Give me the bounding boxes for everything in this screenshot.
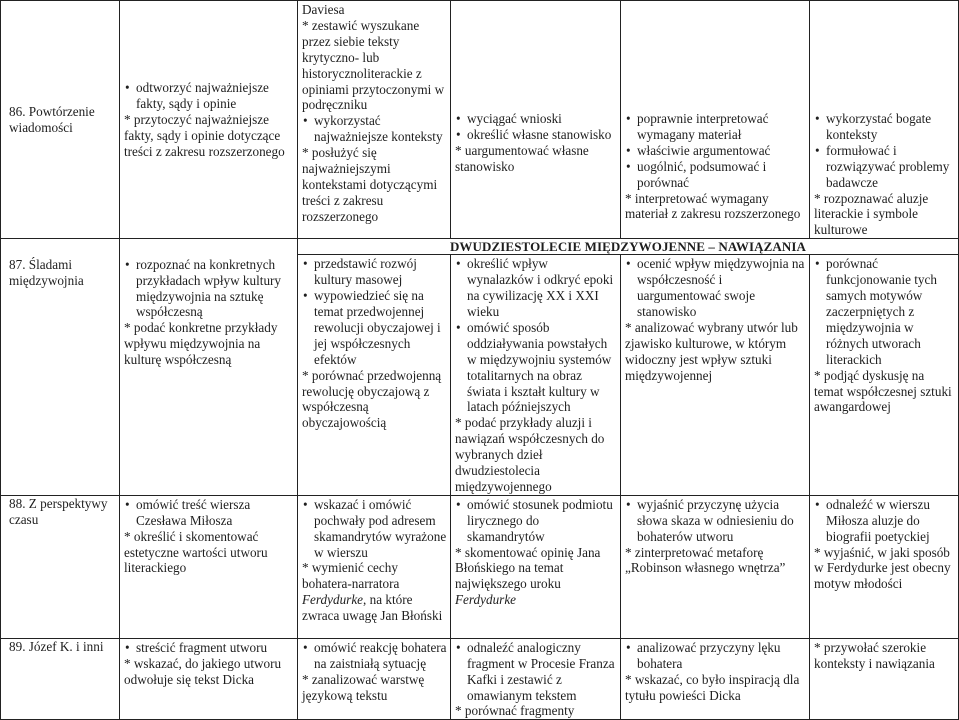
list-item: • ocenić wpływ międzywojnia na współczesność i uargumentować swoje stanowisko (625, 256, 806, 320)
era-header: DWUDZIESTOLECIE MIĘDZYWOJENNE – NAWIĄZANIA (298, 239, 959, 255)
list-item: * skomentować opinię Jana Błońskiego na temat największego uroku (455, 544, 601, 592)
requirements-cell (120, 1, 298, 239)
list-item: * przytoczyć najważniejsze fakty, sądy i opinie dotyczące treści z zakresu rozszerzonego (124, 112, 285, 159)
list-item: * podjąć dyskusję na temat współczesnej sztuki awangardowej (814, 367, 952, 415)
list-item: * analizować wybrany utwór lub zjawisko kulturowe, w którym widoczny jest wpływ sztuki międzywojennej (625, 319, 798, 383)
list-item: • określić wpływ wynalazków i odkryć epoki na cywilizację XX i XXI wieku (455, 256, 617, 320)
list-item: • wyjaśnić przyczynę użycia słowa skaza w odniesieniu do bohaterów utworu (625, 497, 806, 545)
requirements-cell (120, 638, 298, 720)
list-item: * podać przykłady aluzji i nawiązań współczesnych do wybranych dzieł dwudziestolecia międzywojennego (455, 415, 605, 494)
list-item: • poprawnie interpretować wymagany materiał (625, 111, 806, 143)
novel-title: Ferdydurke (455, 592, 517, 608)
list-item: * wskazać, do jakiego utworu odwołuje się tekst Dicka (124, 655, 282, 687)
topic-cell (1, 638, 120, 720)
list-item: • odnaleźć analogiczny fragment w Procesie Franza Kafki i zestawić z omawianym tekstem (455, 640, 617, 704)
list-item: • formułować i rozwiązywać problemy badawcze (814, 143, 955, 191)
list-item: • wskazać i omówić pochwały pod adresem skamandrytów wyrażone w wierszu (302, 497, 447, 561)
list-item-text: , na które zwraca uwagę Jan Błoński (302, 592, 443, 624)
topic-cell (1, 255, 120, 496)
requirements-cell (120, 495, 298, 638)
topic-label: 87. Śladami międzywojnia (9, 256, 84, 288)
requirements-cell (298, 1, 451, 239)
list-item: • omówić treść wiersza Czesława Miłosza (124, 497, 294, 529)
topic-cell (1, 495, 120, 638)
requirements-cell (120, 255, 298, 496)
requirements-cell (810, 638, 959, 720)
topic-label: 86. Powtórzenie wiadomości (9, 103, 95, 135)
requirements-cell (298, 255, 451, 496)
list-item: • rozpoznać na konkretnych przykładach wpływ kultury międzywojnia na sztukę współczesną (124, 257, 294, 321)
topic-cell (1, 1, 120, 239)
requirements-cell (621, 255, 810, 496)
list-item: * wyjaśnić, w jaki sposób w Ferdydurke jest obecny motyw młodości (814, 544, 951, 592)
requirements-cell (621, 638, 810, 720)
requirements-cell (810, 1, 959, 239)
table-row (1, 495, 959, 638)
topic-cell (1, 239, 120, 255)
table-row (1, 255, 959, 496)
requirements-cell (298, 495, 451, 638)
list-item: * zestawić wyszukane przez siebie teksty krytyczno- lub historycznoliterackie z opiniami przytoczonymi w podręczniku (302, 17, 445, 113)
list-item: Daviesa (302, 2, 345, 17)
list-item: * porównać fragmenty (455, 703, 575, 719)
list-item: • wyciągać wnioski (455, 111, 617, 127)
requirements-cell (120, 239, 298, 255)
requirements-cell (810, 255, 959, 496)
list-item: * przywołać szerokie konteksty i nawiązania (814, 639, 935, 671)
list-item: • wypowiedzieć się na temat przedwojennej rewolucji obyczajowej i jej współczesnych efektów (302, 288, 447, 368)
list-item: * porównać przedwojenną rewolucję obyczajową z współczesną obyczajowością (302, 367, 442, 431)
list-item: • streścić fragment utworu (124, 640, 294, 656)
novel-title: Ferdydurke (302, 592, 364, 608)
list-item: • porównać funkcjonowanie tych samych motywów zaczerpniętych z międzywojnia w różnych utworach literackich (814, 256, 955, 367)
topic-label: 89. Józef K. i inni (9, 638, 104, 654)
list-item: • odnaleźć w wierszu Miłosza aluzje do biografii poetyckiej (814, 497, 955, 545)
list-item: * podać konkretne przykłady wpływu międzywojnia na kulturę współczesną (124, 320, 278, 368)
list-item: • określić własne stanowisko (455, 127, 617, 143)
topic-label: 88. Z perspektywy czasu (9, 495, 108, 527)
table-row (1, 1, 959, 239)
list-item: * zanalizować warstwę językową tekstu (302, 671, 425, 703)
requirements-cell (621, 495, 810, 638)
list-item: • przedstawić rozwój kultury masowej (302, 256, 447, 288)
list-item: • omówić sposób oddziaływania powstałych w międzywojniu systemów totalitarnych na obraz świata i kształt kultury w latach późniejszych (455, 320, 617, 415)
list-item: * rozpoznawać aluzje literackie i symbole kulturowe (814, 190, 929, 238)
list-item: • odtworzyć najważniejsze fakty, sądy i opinie (124, 80, 294, 112)
list-item: • omówić stosunek podmiotu lirycznego do skamandrytów (455, 497, 617, 545)
requirements-cell (621, 1, 810, 239)
list-item: * posłużyć się najważniejszymi kontekstami dotyczącymi treści z zakresu rozszerzonego (302, 145, 438, 224)
list-item: • analizować przyczyny lęku bohatera (625, 640, 806, 672)
list-item: • omówić reakcję bohatera na zaistniałą sytuację (302, 640, 447, 672)
requirements-cell (451, 638, 621, 720)
requirements-cell (451, 495, 621, 638)
requirements-cell (810, 495, 959, 638)
list-item: * określić i skomentować estetyczne wartości utworu literackiego (124, 528, 268, 576)
list-item: • uogólnić, podsumować i porównać (625, 159, 806, 191)
requirements-cell (298, 638, 451, 720)
list-item: * interpretować wymagany materiał z zakresu rozszerzonego (625, 190, 801, 222)
requirements-cell (451, 255, 621, 496)
list-item: * uargumentować własne stanowisko (455, 142, 589, 174)
list-item: * zinterpretować metaforę „Robinson własnego wnętrza” (625, 544, 786, 576)
list-item: * wskazać, co było inspiracją dla tytułu powieści Dicka (625, 671, 800, 703)
list-item (302, 592, 447, 624)
table-row (1, 638, 959, 720)
list-item: • wykorzystać najważniejsze konteksty (302, 113, 447, 145)
list-item: * wymienić cechy bohatera-narratora (302, 560, 400, 592)
requirements-cell (451, 1, 621, 239)
list-item: • wykorzystać bogate konteksty (814, 111, 955, 143)
list-item: • właściwie argumentować (625, 143, 806, 159)
era-header-row (1, 239, 959, 255)
